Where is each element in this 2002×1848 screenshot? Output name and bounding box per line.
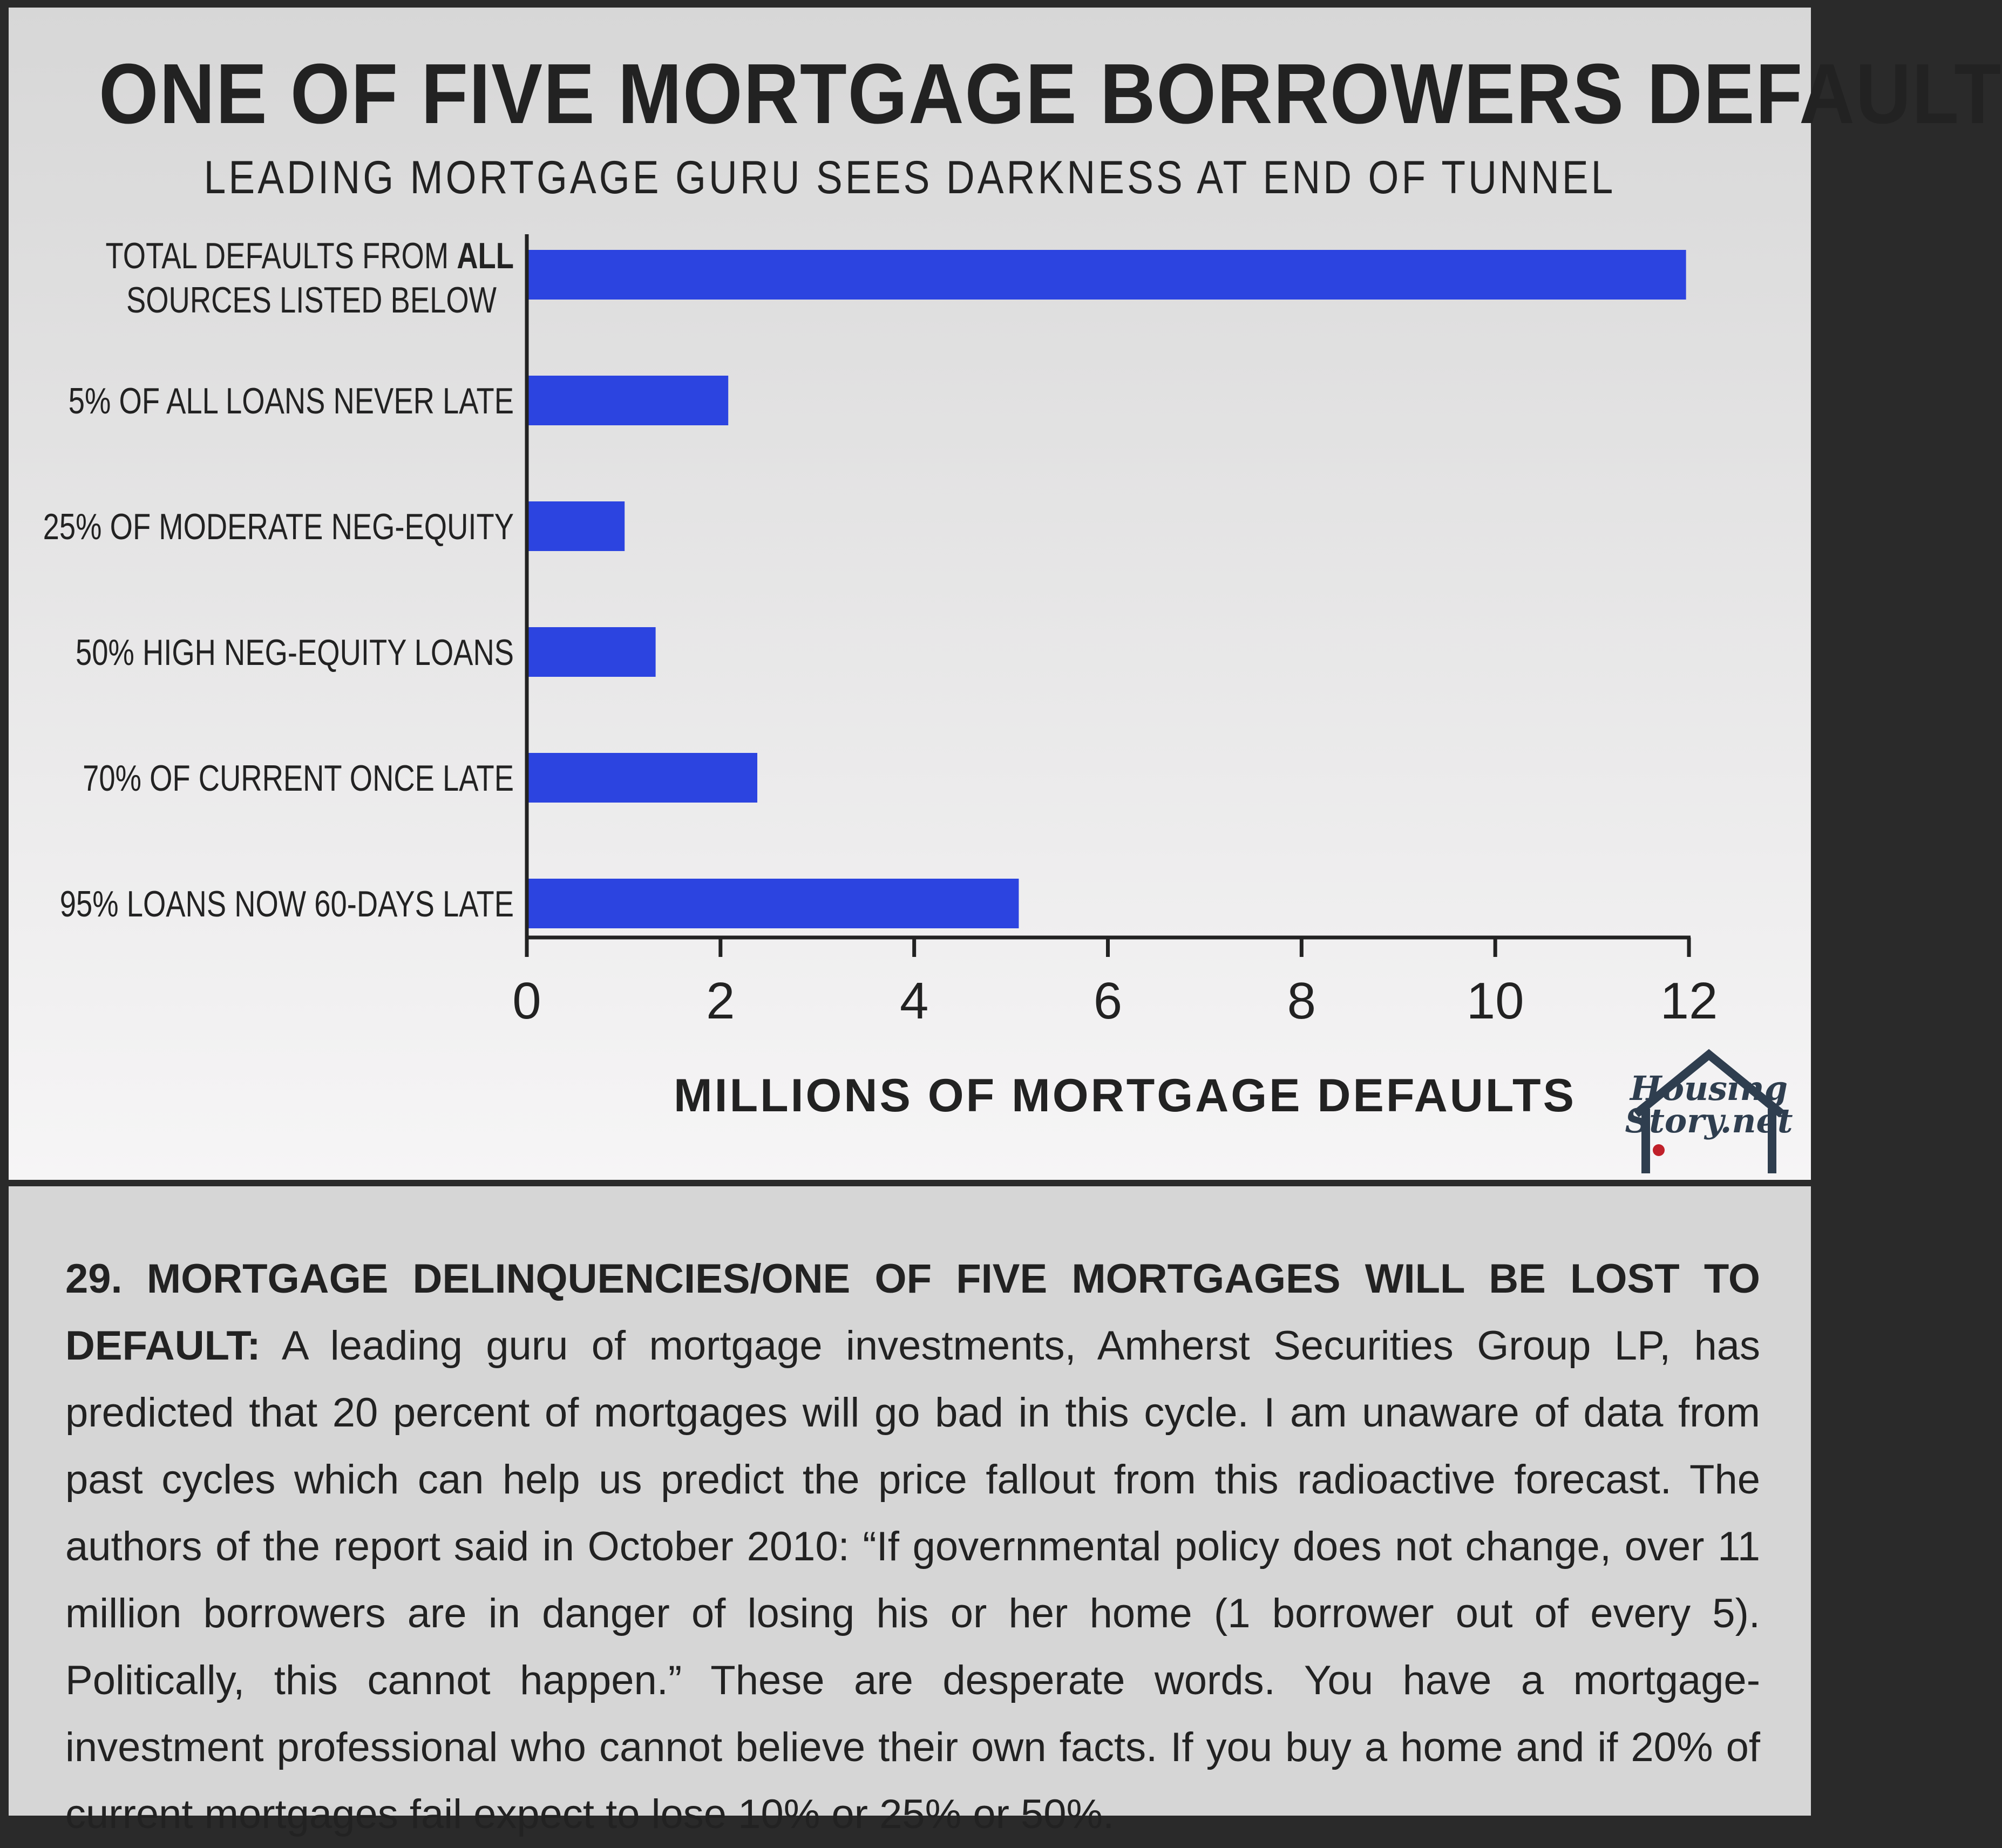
x-tick-label-2: 2 [706, 972, 735, 1030]
logo-line-1: Housing [1630, 1069, 1788, 1108]
logo-line-2: Story.net [1625, 1101, 1793, 1140]
category-label-4: 50% HIGH NEG-EQUITY LOANS [76, 632, 514, 674]
bar-6 [527, 879, 1019, 928]
x-axis-title: MILLIONS OF MORTGAGE DEFAULTS [674, 1070, 1576, 1122]
bar-2 [527, 376, 728, 425]
bar-5 [527, 753, 757, 803]
x-tick-label-8: 8 [1287, 972, 1316, 1030]
caption-text [65, 1246, 1760, 1848]
x-tick-label-4: 4 [899, 972, 929, 1030]
housingstory-logo [1620, 1033, 1798, 1173]
logo-dot [1653, 1144, 1665, 1156]
category-label-6: 95% LOANS NOW 60-DAYS LATE [59, 884, 514, 925]
category-label-3: 25% OF MODERATE NEG-EQUITY [43, 506, 514, 548]
x-tick-label-0: 0 [512, 972, 541, 1030]
category-label-5: 70% OF CURRENT ONCE LATE [83, 758, 514, 799]
caption-panel [9, 1186, 1811, 1837]
caption-body: A leading guru of mortgage investments, Amherst Securities Group LP, has predicted that 20 percent of mortgages will go bad in this cycle. I am unaware of data from past cycles which can help us predict the price fallout from this radioactive forecast. The authors of the report said in October 2010: “If governmental policy does not change, over 11 million borrowers are in danger of losing his or her home (1 borrower out of every 5). Politically, this cannot happen.” These are desperate words. You have a mortgage-investment professional who cannot believe their own facts. If you buy a home and if 20% of current mortgages fail expect to lose 10% or 25% or 50%. [65, 1323, 1760, 1837]
x-tick-label-6: 6 [1093, 972, 1123, 1030]
bar-3 [527, 501, 625, 551]
x-tick-label-12: 12 [1660, 972, 1718, 1030]
caption-heading: 29. MORTGAGE DELINQUENCIES/ONE OF FIVE MORTGAGES WILL BE LOST TO DEFAULT: [65, 1256, 1760, 1369]
chart-panel [9, 8, 2002, 1180]
category-label-1: TOTAL DEFAULTS FROM ALL SOURCES LISTED BELOW [105, 235, 514, 321]
bar-1 [527, 250, 1686, 300]
category-label-2: 5% OF ALL LOANS NEVER LATE [68, 381, 514, 422]
chart-subtitle: LEADING MORTGAGE GURU SEES DARKNESS AT END OF TUNNEL [203, 152, 1616, 203]
bar-4 [527, 627, 656, 677]
chart-title: ONE OF FIVE MORTGAGE BORROWERS DEFAULT [98, 46, 2002, 141]
bar-chart [9, 8, 2002, 1180]
x-tick-label-10: 10 [1466, 972, 1524, 1030]
